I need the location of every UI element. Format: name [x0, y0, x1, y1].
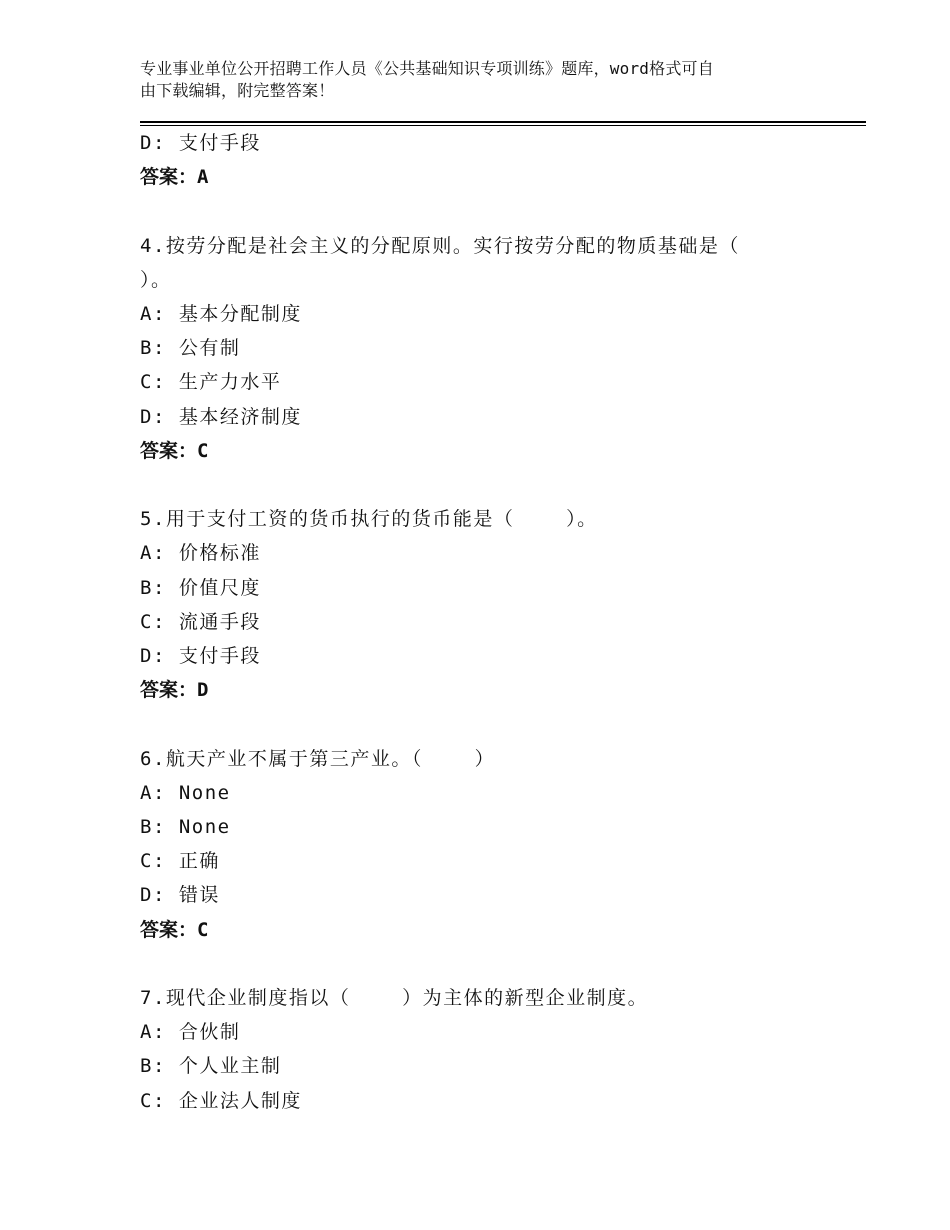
answer-value: C	[197, 918, 209, 941]
option-a: A: 合伙制	[140, 1021, 241, 1044]
question-stem: 6.航天产业不属于第三产业。（ ）	[140, 747, 496, 770]
question-block	[140, 981, 860, 1118]
question-block	[140, 742, 860, 947]
option-b: B: 个人业主制	[140, 1055, 282, 1078]
option-c: C: 生产力水平	[140, 371, 282, 394]
question-block	[140, 229, 860, 468]
header-divider-thick	[140, 121, 866, 123]
header-line-1: 专业事业单位公开招聘工作人员《公共基础知识专项训练》题库，word格式可自	[140, 59, 714, 78]
answer-row	[140, 434, 860, 468]
option-b: B: None	[140, 816, 231, 839]
option-d: D: 基本经济制度	[140, 405, 302, 428]
option-a: A: 基本分配制度	[140, 303, 302, 325]
header-line-2: 由下载编辑，附完整答案！	[140, 81, 335, 100]
question-block	[140, 502, 860, 707]
question-stem-continued: ）。	[140, 268, 172, 291]
answer-label: 答案：	[140, 918, 198, 941]
answer-value: C	[197, 439, 209, 462]
option-c: C: 正确	[140, 850, 220, 873]
answer-label: 答案：	[140, 166, 198, 189]
answer-row	[140, 160, 860, 194]
option-d: D: 支付手段	[140, 645, 261, 668]
option-d: D: 错误	[140, 884, 220, 907]
option-a: A: 价格标准	[140, 542, 261, 565]
document-content	[140, 126, 860, 1118]
answer-value: A	[197, 166, 209, 189]
answer-row	[140, 673, 860, 707]
question-stem: 5.用于支付工资的货币执行的货币能是（ ）。	[140, 508, 598, 531]
question-stem: 4.按劳分配是社会主义的分配原则。实行按劳分配的物质基础是（	[140, 234, 740, 257]
question-stem: 7.现代企业制度指以（ ）为主体的新型企业制度。	[140, 987, 649, 1010]
option-b: B: 公有制	[140, 337, 241, 360]
option-d: D: 支付手段	[140, 132, 261, 154]
answer-label: 答案：	[140, 439, 198, 462]
option-a: A: None	[140, 781, 231, 804]
option-c: C: 企业法人制度	[140, 1089, 302, 1112]
page-header	[140, 58, 820, 102]
option-b: B: 价值尺度	[140, 576, 261, 599]
option-c: C: 流通手段	[140, 610, 261, 633]
answer-value: D	[197, 679, 209, 702]
answer-label: 答案：	[140, 679, 198, 702]
answer-row	[140, 913, 860, 947]
